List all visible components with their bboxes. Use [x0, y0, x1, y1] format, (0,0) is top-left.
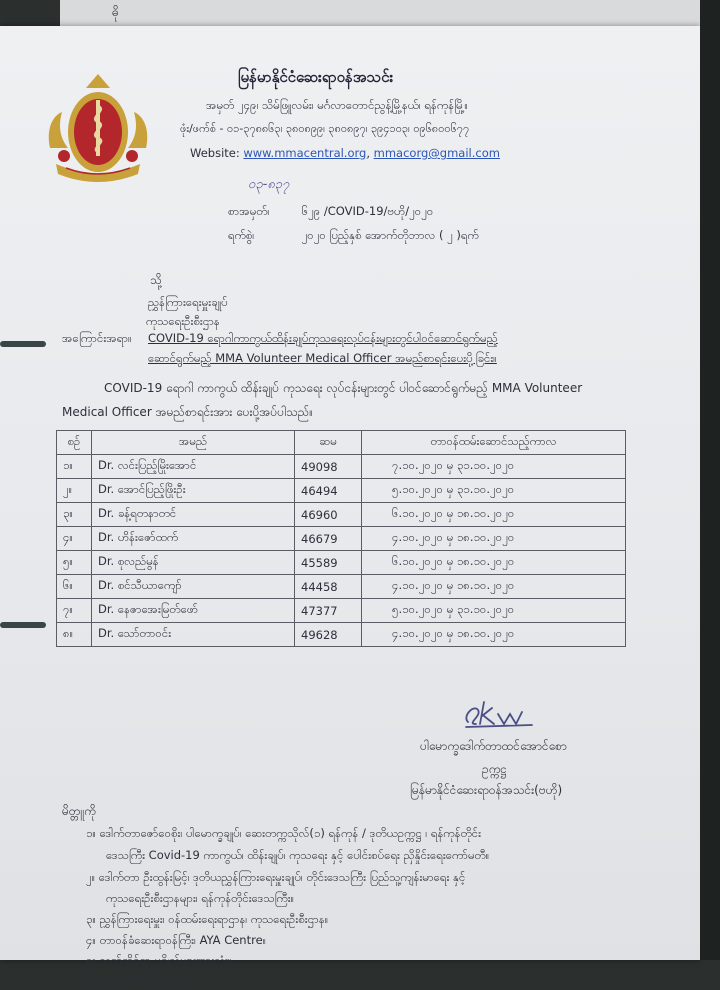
doctor-name: Dr. လင်းပြည့်မြိုးအောင်: [92, 455, 295, 479]
table-row: [57, 575, 626, 599]
website-line: Website: www.mmacentral.org, mmacorg@gmail.com: [190, 146, 500, 160]
doctor-name: Dr. စုလည်မွန်: [92, 551, 295, 575]
table-row: [57, 503, 626, 527]
table-row: [57, 599, 626, 623]
table-header-row: [57, 431, 626, 455]
duty-period: ၇.၁၀.၂၀၂၀ မှ ၃၁.၁၀.၂၀၂၀: [362, 455, 626, 479]
registration-number: 46679: [295, 527, 362, 551]
body-text-line-1: COVID-19 ရောဂါ ကာကွယ် ထိန်းချုပ် ကုသရေး လုပ်ငန်းများတွင် ပါဝင်ဆောင်ရွက်မည့် MMA Volunteer: [104, 381, 583, 395]
col-header-period: တာဝန်ထမ်းဆောင်သည့်ကာလ: [362, 431, 626, 455]
handwritten-signature: [458, 696, 548, 730]
organization-phone: ဖုံး/ဖက်စ် - ၀၁-၃၇၈၈၆၃၊ ၃၈၀၈၉၉၊ ၃၈၀၈၉၇၊ ၃၉၄၁၀၃၊ ၀၉၆၈၀၀၆၇၇: [180, 122, 470, 135]
letter-number-row: [228, 204, 433, 221]
duty-period: ၄.၁၀.၂၀၂၀ မှ ၁၈.၁၀.၂၀၂၀: [362, 527, 626, 551]
signatory-organization: မြန်မာနိုင်ငံဆေးရာဝန်အသင်း(ဗဟို): [410, 783, 563, 797]
recipient-department: ကုသရေးဦးစီးဌာန: [146, 314, 220, 328]
website-label: Website:: [190, 146, 240, 160]
recipient-title: ညွှန်ကြားရေးမှူးချုပ်: [148, 295, 228, 309]
organization-name: မြန်မာနိုင်ငံဆေးရာဝန်အသင်း: [238, 68, 394, 86]
copy-item: ၆။ ရုံးလက်ခံ/မျှောစာတွဲ: [86, 973, 184, 987]
row-number: ၈။: [57, 623, 92, 647]
signatory-name: ပါမောက္ခဒေါက်တာထင်အောင်စော: [420, 739, 567, 753]
to-label: သို့: [150, 273, 162, 287]
date-row: [228, 228, 479, 245]
row-number: ၆။: [57, 575, 92, 599]
copy-item: ကုသရေးဦးစီးဌာနများ၊ ရန်ကုန်တိုင်းဒေသကြီး။: [106, 891, 295, 905]
copy-item: ၄။ တာဝန်ခံဆေးရာဝန်ကြီး၊ AYA Centre။: [86, 933, 267, 947]
duty-period: ၆.၁၀.၂၀၂၀ မှ ၁၈.၁၀.၂၀၂၀: [362, 503, 626, 527]
doctor-name: Dr. သော်တာဝင်း: [92, 623, 295, 647]
duty-period: ၅.၁၀.၂၀၂၀ မှ ၃၁.၁၀.၂၀၂၀: [362, 599, 626, 623]
row-number: ၇။: [57, 599, 92, 623]
row-number: ၅။: [57, 551, 92, 575]
duty-period: ၆.၁၀.၂၀၂၀ မှ ၁၈.၁၀.၂၀၂၀: [362, 551, 626, 575]
letter-number-value: ၆၂၉ /COVID-19/ဗဟို/၂၀၂၀: [301, 204, 434, 218]
row-number: ၄။: [57, 527, 92, 551]
subject-line-2: ဆောင်ရွက်မည့် MMA Volunteer Medical Officer အမည်စာရင်းပေးပို့ခြင်း။: [148, 351, 497, 365]
top-mark: ဓို: [112, 5, 119, 19]
row-number: ၁။: [57, 455, 92, 479]
signatory-title: ဥက္ကဋ္ဌ: [482, 762, 507, 776]
copy-item: ဒေသကြီး Covid-19 ကာကွယ်၊ ထိန်းချုပ်၊ ကုသရေး နှင့် ပေါင်းစပ်ရေး ညှိနှိုင်းရေးကော်မတီ။: [106, 848, 490, 862]
copy-item: ၅။ သက်ဆိုင်ရာ ပုဂ္ဂိုလ်များအားလုံး။: [86, 953, 232, 967]
doctor-name: Dr. အောင်ပြည့်ဖြိုးဦး: [92, 479, 295, 503]
website-link[interactable]: www.mmacentral.org: [243, 146, 367, 160]
row-number: ၃။: [57, 503, 92, 527]
copy-item: ၃။ ညွှန်ကြားရေးမှူး၊ ဝန်ထမ်းရေးရာဌာန၊ ကုသရေးဦးစီးဌာန။: [86, 912, 329, 926]
subject-line-1: COVID-19 ရောဂါကာကွယ်ထိန်းချုပ်ကုသရေးလုပ်ငန်းများတွင်ပါဝင်ဆောင်ရွက်မည့်: [148, 331, 498, 345]
background-edge: [700, 0, 720, 960]
organization-address: အမှတ် ၂၄၉၊ သိမ်ဖြူလမ်း၊ မင်္ဂလာတောင်ညွန့်မြို့နယ်၊ ရန်ကုန်မြို့။: [206, 98, 468, 112]
email-link[interactable]: mmacorg@gmail.com: [373, 146, 500, 160]
row-number: ၂။: [57, 479, 92, 503]
registration-number: 49628: [295, 623, 362, 647]
doctor-name: Dr. နေဇာအေးမြတ်ဖော်: [92, 599, 295, 623]
duty-period: ၄.၁၀.၂၀၂၀ မှ ၁၈.၁၀.၂၀၂၀: [362, 623, 626, 647]
registration-number: 44458: [295, 575, 362, 599]
registration-number: 49098: [295, 455, 362, 479]
date-value: ၂၀၂၀ ပြည့်နှစ် အောက်တိုဘာလ ( ၂ )ရက်: [301, 228, 479, 242]
col-header-no: စဉ်: [57, 431, 92, 455]
volunteer-table: [56, 430, 626, 647]
registration-number: 46960: [295, 503, 362, 527]
col-header-name: အမည်: [92, 431, 295, 455]
col-header-reg: ဆမ: [295, 431, 362, 455]
document-page: [0, 26, 700, 987]
copy-item: ၂။ ဒေါက်တာ ဦးထွန်းမြင့်၊ ဒုတိယညွှန်ကြားရေးမှူးချုပ်၊ တိုင်းဒေသကြီး ပြည်သူ့ကျန်းမာရေး နှင့်: [86, 870, 466, 884]
date-label: ရက်စွဲ၊: [228, 228, 255, 242]
duty-period: ၅.၁၀.၂၀၂၀ မှ ၃၁.၁၀.၂၀၂၀: [362, 479, 626, 503]
duty-period: ၄.၁၀.၂၀၂၀ မှ ၁၈.၁၀.၂၀၂၀: [362, 575, 626, 599]
handwritten-number: ၀၃-၈၃၇: [248, 177, 290, 192]
registration-number: 47377: [295, 599, 362, 623]
binder-ring: [0, 341, 46, 347]
mma-emblem-logo: [42, 70, 154, 188]
subject-label: အကြောင်းအရာ။: [62, 331, 132, 345]
copies-label: မိတ္တူကို: [62, 804, 96, 818]
letter-number-label: စာအမှတ်၊: [228, 204, 270, 218]
table-row: [57, 455, 626, 479]
table-row: [57, 479, 626, 503]
doctor-name: Dr. ဟိန်းဇော်ထက်: [92, 527, 295, 551]
table-row: [57, 527, 626, 551]
binder-ring: [0, 622, 46, 628]
doctor-name: Dr. ခန့်ရတနာတင်: [92, 503, 295, 527]
doctor-name: Dr. စင်သီယာကျော်: [92, 575, 295, 599]
body-text-line-2: Medical Officer အမည်စာရင်းအား ပေးပို့အပ်ပါသည်။: [62, 405, 313, 419]
registration-number: 45589: [295, 551, 362, 575]
registration-number: 46494: [295, 479, 362, 503]
table-row: [57, 551, 626, 575]
copy-item: ၁။ ဒေါက်တာဇော်ဝေစိုး၊ ပါမောက္ခချုပ်၊ ဆေးတက္ကသိုလ်(၁) ရန်ကုန် / ဒုတိယဥက္ကဋ္ဌ ၊ ရန်ကုန်တိုင်း: [86, 826, 482, 840]
table-row: [57, 623, 626, 647]
